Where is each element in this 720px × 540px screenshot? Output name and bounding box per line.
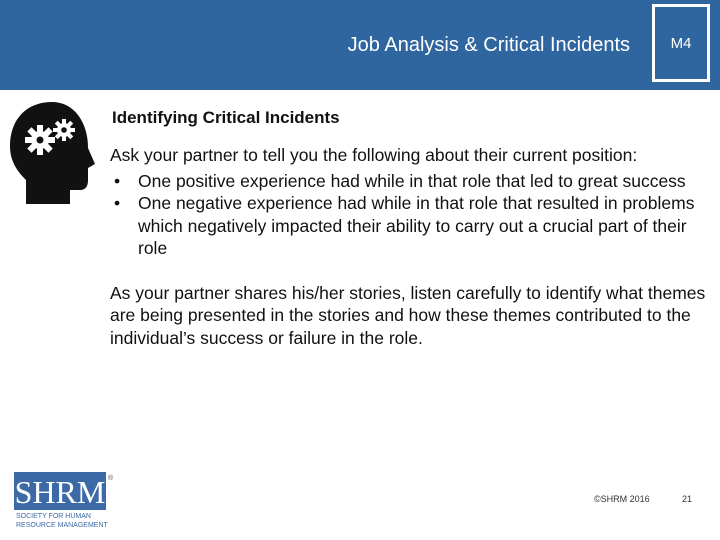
closing-text: As your partner shares his/her stories, listen carefully to identify what themes are being presented in the stories and how these themes contributed to the individual’s success or failure in the role. — [110, 282, 706, 348]
header-bar — [0, 0, 720, 90]
logo-subtitle-1: SOCIETY FOR HUMAN — [16, 513, 91, 520]
logo-subtitle-2: RESOURCE MANAGEMENT — [16, 522, 108, 529]
module-badge — [652, 4, 710, 82]
bullet-dot: • — [114, 170, 121, 191]
bullet-text: One negative experience had while in that role that resulted in problems which negatively impacted their ability to carry out a crucial part of their role — [138, 193, 695, 258]
intro-text: Ask your partner to tell you the following about their current position: — [110, 145, 638, 165]
logo-registered: ® — [108, 475, 114, 482]
page-number: 21 — [682, 494, 693, 504]
bullet-item — [110, 192, 710, 260]
bullet-dot: • — [114, 193, 121, 213]
bullet-item — [110, 170, 710, 193]
slide-heading: Identifying Critical Incidents — [112, 108, 340, 127]
logo-wordmark: SHRM — [14, 474, 106, 510]
copyright: ©SHRM 2016 — [594, 494, 650, 504]
bullet-text: One positive experience had while in that role that led to great success — [138, 170, 686, 191]
module-label: M4 — [670, 35, 692, 52]
shrm-logo — [14, 472, 114, 530]
header-title: Job Analysis & Critical Incidents — [347, 34, 630, 56]
head-gears-icon — [6, 100, 98, 204]
slide-body — [110, 144, 710, 349]
bullet-list — [110, 170, 710, 260]
